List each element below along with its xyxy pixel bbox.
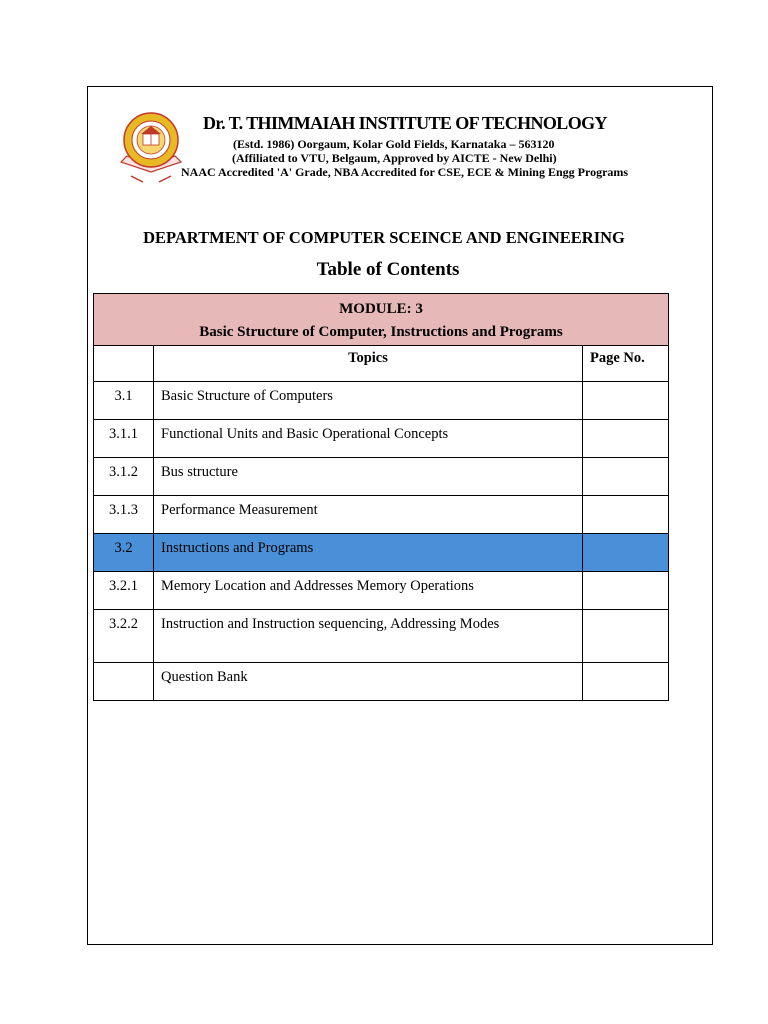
topic-page [583, 663, 669, 701]
table-row [94, 572, 669, 610]
topic-title: Basic Structure of Computers [154, 382, 583, 420]
institute-logo [117, 110, 185, 184]
module-subtitle: Basic Structure of Computer, Instructions and Programs [199, 323, 563, 340]
institute-name: Dr. T. THIMMAIAH INSTITUTE OF TECHNOLOGY [203, 113, 607, 133]
topic-page [583, 534, 669, 572]
topic-number [94, 663, 154, 701]
module-title: MODULE: 3 [339, 300, 423, 317]
department-title: DEPARTMENT OF COMPUTER SCEINCE AND ENGINEERING [143, 228, 625, 247]
topic-title: Performance Measurement [154, 496, 583, 534]
topic-page [583, 610, 669, 663]
topic-title: Bus structure [154, 458, 583, 496]
table-row [94, 610, 669, 663]
table-row [94, 663, 669, 701]
topic-page [583, 382, 669, 420]
table-row [94, 458, 669, 496]
table-row [94, 496, 669, 534]
institute-accreditation: NAAC Accredited 'A' Grade, NBA Accredited for CSE, ECE & Mining Engg Programs [181, 165, 629, 179]
topic-title: Instruction and Instruction sequencing, Addressing Modes [154, 610, 583, 663]
table-row [94, 382, 669, 420]
topic-title: Memory Location and Addresses Memory Operations [154, 572, 583, 610]
column-header-row [94, 346, 669, 382]
topics-column-header: Topics [154, 346, 583, 382]
topic-number: 3.2 [94, 534, 154, 572]
topic-number: 3.1.2 [94, 458, 154, 496]
topic-title: Instructions and Programs [154, 534, 583, 572]
topic-number: 3.1.3 [94, 496, 154, 534]
institute-address: (Estd. 1986) Oorgaum, Kolar Gold Fields, Karnataka – 563120 [233, 137, 555, 151]
topic-number: 3.2.2 [94, 610, 154, 663]
topic-title: Question Bank [154, 663, 583, 701]
topic-page [583, 496, 669, 534]
topic-page [583, 572, 669, 610]
module-header [94, 294, 669, 346]
module-header-row [94, 294, 669, 346]
topic-page [583, 420, 669, 458]
num-column-header [94, 346, 154, 382]
topic-title: Functional Units and Basic Operational Concepts [154, 420, 583, 458]
topic-page [583, 458, 669, 496]
toc-table [93, 293, 669, 701]
table-row-highlighted [94, 534, 669, 572]
toc-title: Table of Contents [316, 259, 460, 280]
page-no-column-header: Page No. [583, 346, 669, 382]
topic-number: 3.1 [94, 382, 154, 420]
table-row [94, 420, 669, 458]
institute-affiliation: (Affiliated to VTU, Belgaum, Approved by AICTE - New Delhi) [232, 151, 557, 165]
topic-number: 3.2.1 [94, 572, 154, 610]
topic-number: 3.1.1 [94, 420, 154, 458]
